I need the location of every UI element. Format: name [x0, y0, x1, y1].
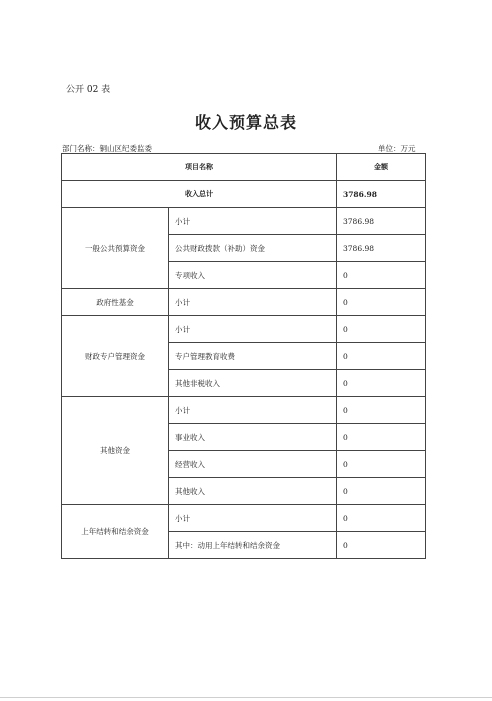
income-budget-table [61, 153, 426, 559]
table-row [62, 289, 426, 316]
item-name-cell: 小计 [169, 316, 337, 343]
table-row [62, 397, 426, 424]
item-name-cell: 小计 [169, 208, 337, 235]
total-amount: 3786.98 [337, 181, 426, 208]
document-code: 公开 02 表 [66, 85, 111, 95]
table-header-row [62, 154, 426, 181]
table-row [62, 316, 426, 343]
item-name-cell: 其中：动用上年结转和结余资金 [169, 532, 337, 559]
amount-cell: 0 [337, 505, 426, 532]
item-name-cell: 事业收入 [169, 424, 337, 451]
category-cell: 政府性基金 [62, 289, 169, 316]
amount-cell: 3786.98 [337, 235, 426, 262]
item-name-cell: 其他非税收入 [169, 370, 337, 397]
column-header-amount: 金额 [337, 154, 426, 181]
amount-cell: 0 [337, 424, 426, 451]
amount-cell: 0 [337, 451, 426, 478]
amount-cell: 0 [337, 397, 426, 424]
column-header-item-name: 项目名称 [62, 154, 337, 181]
amount-cell: 0 [337, 370, 426, 397]
total-label: 收入总计 [62, 181, 337, 208]
total-row [62, 181, 426, 208]
category-cell: 一般公共预算资金 [62, 208, 169, 289]
category-cell: 上年结转和结余资金 [62, 505, 169, 559]
page-bottom-divider [0, 697, 492, 698]
table-row [62, 208, 426, 235]
item-name-cell: 公共财政拨款（补助）资金 [169, 235, 337, 262]
category-cell: 财政专户管理资金 [62, 316, 169, 397]
amount-cell: 0 [337, 343, 426, 370]
item-name-cell: 专户管理教育收费 [169, 343, 337, 370]
item-name-cell: 其他收入 [169, 478, 337, 505]
amount-cell: 0 [337, 262, 426, 289]
amount-cell: 3786.98 [337, 208, 426, 235]
amount-cell: 0 [337, 532, 426, 559]
item-name-cell: 小计 [169, 505, 337, 532]
amount-cell: 0 [337, 289, 426, 316]
item-name-cell: 小计 [169, 289, 337, 316]
category-cell: 其他资金 [62, 397, 169, 505]
department-name: 部门名称：铜山区纪委监委 [62, 144, 152, 153]
page-title: 收入预算总表 [194, 113, 297, 132]
amount-cell: 0 [337, 316, 426, 343]
item-name-cell: 专项收入 [169, 262, 337, 289]
unit-label: 单位：万元 [378, 144, 416, 153]
amount-cell: 0 [337, 478, 426, 505]
item-name-cell: 经营收入 [169, 451, 337, 478]
item-name-cell: 小计 [169, 397, 337, 424]
table-row [62, 505, 426, 532]
